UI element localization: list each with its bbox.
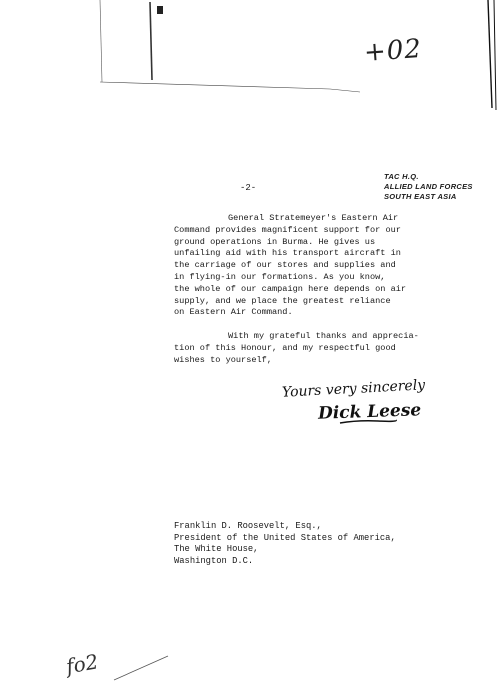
paragraph-1 (174, 213, 474, 319)
text-line: unfailing aid with his transport aircraft in (174, 248, 401, 259)
address-line: President of the United States of America, (174, 532, 396, 543)
photocopy-edge-artifacts (0, 0, 500, 110)
text-line: ground operations in Burma. He gives us (174, 236, 376, 247)
handwritten-annotation-top: +02 (363, 34, 423, 68)
text-line: supply, and we place the greatest reliance (174, 295, 391, 306)
letterhead-line: TAC H.Q. (384, 172, 419, 181)
text-line: tion of this Honour, and my respectful good (174, 342, 396, 353)
text-line: on Eastern Air Command. (174, 307, 293, 318)
text-line: the whole of our campaign here depends on air (174, 283, 407, 294)
address-line: Franklin D. Roosevelt, Esq., (174, 521, 322, 531)
text-line: Command provides magnificent support for our (174, 224, 401, 235)
addressee-block (174, 521, 396, 567)
letterhead-line: SOUTH EAST ASIA (384, 192, 457, 201)
paragraph-2 (174, 331, 474, 366)
text-line: wishes to yourself, (174, 354, 272, 365)
letterhead (384, 172, 473, 202)
letterhead-line: ALLIED LAND FORCES (384, 182, 473, 191)
letter-body (174, 213, 474, 379)
pen-stroke (112, 652, 172, 682)
address-line: The White House, (174, 544, 259, 554)
handwritten-signature: Dick Leese (317, 400, 422, 424)
address-line: Washington D.C. (174, 555, 254, 566)
text-line: in flying-in our formations. As you know, (174, 271, 386, 282)
handwritten-valediction: Yours very sincerely (281, 377, 426, 401)
signature-underline (338, 418, 398, 426)
text-line: General Stratemeyer's Eastern Air (228, 213, 399, 223)
page-number: -2- (240, 183, 257, 193)
text-line: the carriage of our stores and supplies and (174, 260, 396, 271)
handwritten-annotation-bottom: fo2 (64, 649, 101, 679)
text-line: With my grateful thanks and apprecia- (228, 331, 419, 342)
